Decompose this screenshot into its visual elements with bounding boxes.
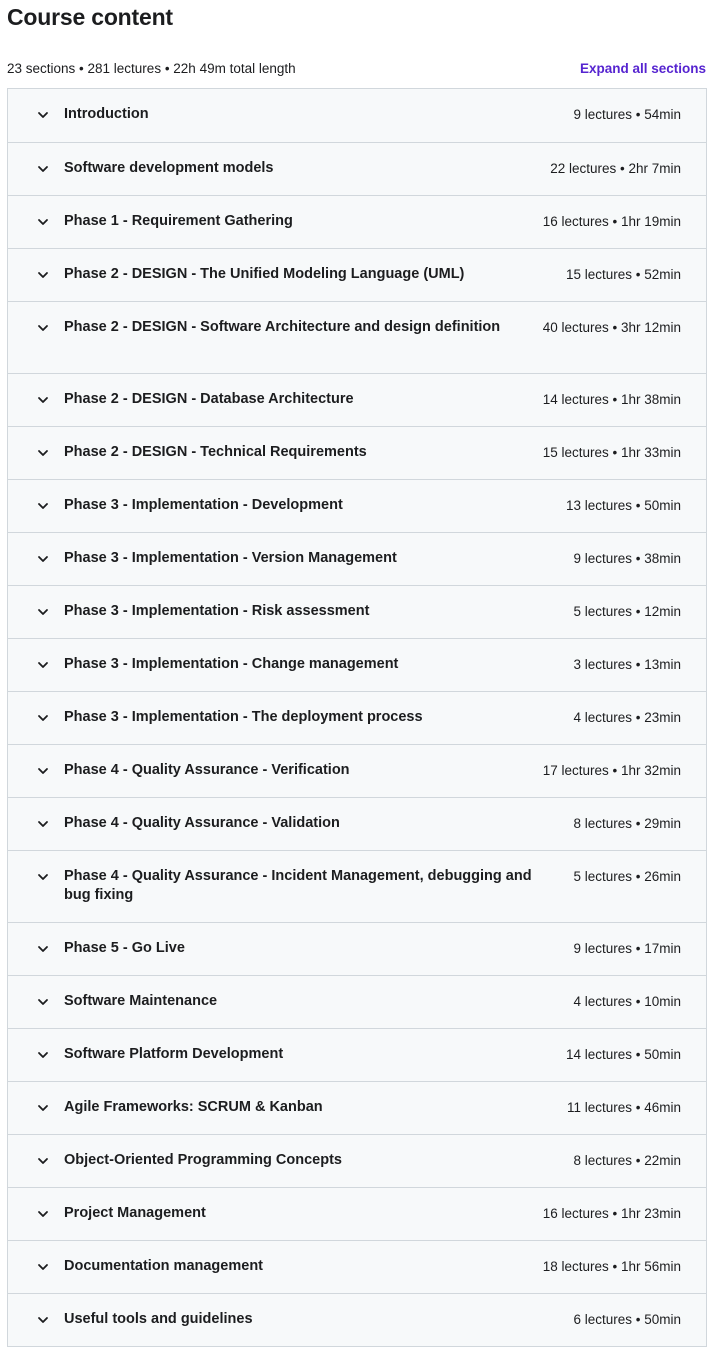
section-row[interactable]: [8, 975, 706, 1028]
section-title: Software Maintenance: [64, 993, 218, 1009]
section-title: Software Platform Development: [64, 1046, 284, 1062]
chevron-down-icon: [36, 1154, 50, 1168]
chevron-down-icon: [36, 711, 50, 725]
section-meta: 11 lectures • 46min: [566, 1100, 681, 1115]
chevron-down-icon: [36, 764, 50, 778]
section-row[interactable]: [8, 479, 706, 532]
chevron-down-icon: [36, 1260, 50, 1274]
section-title: Software development models: [64, 160, 274, 176]
chevron-down-icon: [36, 108, 50, 122]
section-meta: 40 lectures • 3hr 12min: [542, 320, 681, 335]
section-meta: 17 lectures • 1hr 32min: [542, 763, 681, 778]
chevron-down-icon: [36, 499, 50, 513]
section-meta: 18 lectures • 1hr 56min: [542, 1259, 681, 1274]
content-summary: 23 sections • 281 lectures • 22h 49m total length: [7, 60, 296, 76]
page-title: Course content: [7, 4, 173, 30]
chevron-down-icon: [36, 1048, 50, 1062]
chevron-down-icon: [36, 1101, 50, 1115]
section-row[interactable]: [8, 532, 706, 585]
section-title: Phase 1 - Requirement Gathering: [64, 213, 293, 229]
section-title: Phase 2 - DESIGN - Technical Requirements: [64, 444, 367, 460]
section-meta: 22 lectures • 2hr 7min: [550, 161, 681, 176]
section-title: Project Management: [64, 1205, 206, 1221]
section-title: Phase 3 - Implementation - The deployment process: [64, 709, 423, 725]
section-title: Phase 4 - Quality Assurance - Incident Management, debugging and bug fixing: [64, 868, 532, 903]
chevron-down-icon: [36, 552, 50, 566]
expand-all-sections-link[interactable]: Expand all sections: [579, 60, 706, 76]
section-meta: 9 lectures • 54min: [573, 107, 681, 122]
section-title: Useful tools and guidelines: [64, 1311, 253, 1327]
chevron-down-icon: [36, 162, 50, 176]
section-row[interactable]: [8, 1028, 706, 1081]
section-meta: 9 lectures • 38min: [573, 551, 681, 566]
section-meta: 5 lectures • 26min: [573, 869, 681, 884]
section-meta: 5 lectures • 12min: [573, 604, 681, 619]
section-meta: 13 lectures • 50min: [565, 498, 681, 513]
chevron-down-icon: [36, 605, 50, 619]
chevron-down-icon: [36, 942, 50, 956]
section-list: [7, 88, 707, 1347]
section-meta: 9 lectures • 17min: [573, 941, 681, 956]
chevron-down-icon: [36, 393, 50, 407]
section-row[interactable]: [8, 142, 706, 195]
section-meta: 4 lectures • 10min: [573, 994, 681, 1009]
section-row[interactable]: [8, 1240, 706, 1293]
section-title: Phase 2 - DESIGN - The Unified Modeling Language (UML): [64, 266, 465, 282]
section-row[interactable]: [8, 301, 706, 373]
chevron-down-icon: [36, 658, 50, 672]
section-row[interactable]: [8, 922, 706, 975]
section-row[interactable]: [8, 195, 706, 248]
section-meta: 14 lectures • 1hr 38min: [542, 392, 681, 407]
section-row[interactable]: [8, 691, 706, 744]
section-meta: 15 lectures • 52min: [565, 267, 681, 282]
chevron-down-icon: [36, 817, 50, 831]
chevron-down-icon: [36, 446, 50, 460]
chevron-down-icon: [36, 215, 50, 229]
section-row[interactable]: [8, 1293, 706, 1346]
section-meta: 14 lectures • 50min: [565, 1047, 681, 1062]
chevron-down-icon: [36, 870, 50, 884]
section-title: Phase 2 - DESIGN - Software Architecture and design definition: [64, 319, 501, 335]
section-title: Agile Frameworks: SCRUM & Kanban: [64, 1099, 323, 1115]
section-title: Phase 4 - Quality Assurance - Validation: [64, 815, 340, 831]
section-row[interactable]: [8, 426, 706, 479]
section-meta: 4 lectures • 23min: [573, 710, 681, 725]
section-title: Introduction: [64, 106, 149, 122]
section-title: Phase 3 - Implementation - Risk assessment: [64, 603, 370, 619]
section-title: Object-Oriented Programming Concepts: [64, 1152, 342, 1168]
chevron-down-icon: [36, 995, 50, 1009]
section-row[interactable]: [8, 797, 706, 850]
section-meta: 15 lectures • 1hr 33min: [542, 445, 681, 460]
section-title: Phase 3 - Implementation - Change management: [64, 656, 399, 672]
section-meta: 8 lectures • 22min: [573, 1153, 681, 1168]
chevron-down-icon: [36, 321, 50, 335]
section-title: Documentation management: [64, 1258, 263, 1274]
section-row[interactable]: [8, 1081, 706, 1134]
section-row[interactable]: [8, 89, 706, 142]
section-title: Phase 3 - Implementation - Development: [64, 497, 343, 513]
chevron-down-icon: [36, 1313, 50, 1327]
section-row[interactable]: [8, 585, 706, 638]
section-title: Phase 5 - Go Live: [64, 940, 185, 956]
chevron-down-icon: [36, 1207, 50, 1221]
content-summary-row: [7, 58, 706, 78]
section-row[interactable]: [8, 638, 706, 691]
section-meta: 3 lectures • 13min: [573, 657, 681, 672]
section-row[interactable]: [8, 744, 706, 797]
section-meta: 16 lectures • 1hr 19min: [542, 214, 681, 229]
section-title: Phase 3 - Implementation - Version Management: [64, 550, 397, 566]
section-title: Phase 4 - Quality Assurance - Verification: [64, 762, 350, 778]
section-row[interactable]: [8, 850, 706, 922]
section-meta: 6 lectures • 50min: [573, 1312, 681, 1327]
section-meta: 8 lectures • 29min: [573, 816, 681, 831]
section-row[interactable]: [8, 1134, 706, 1187]
section-row[interactable]: [8, 373, 706, 426]
section-row[interactable]: [8, 1187, 706, 1240]
section-meta: 16 lectures • 1hr 23min: [542, 1206, 681, 1221]
chevron-down-icon: [36, 268, 50, 282]
section-row[interactable]: [8, 248, 706, 301]
section-title: Phase 2 - DESIGN - Database Architecture: [64, 391, 354, 407]
